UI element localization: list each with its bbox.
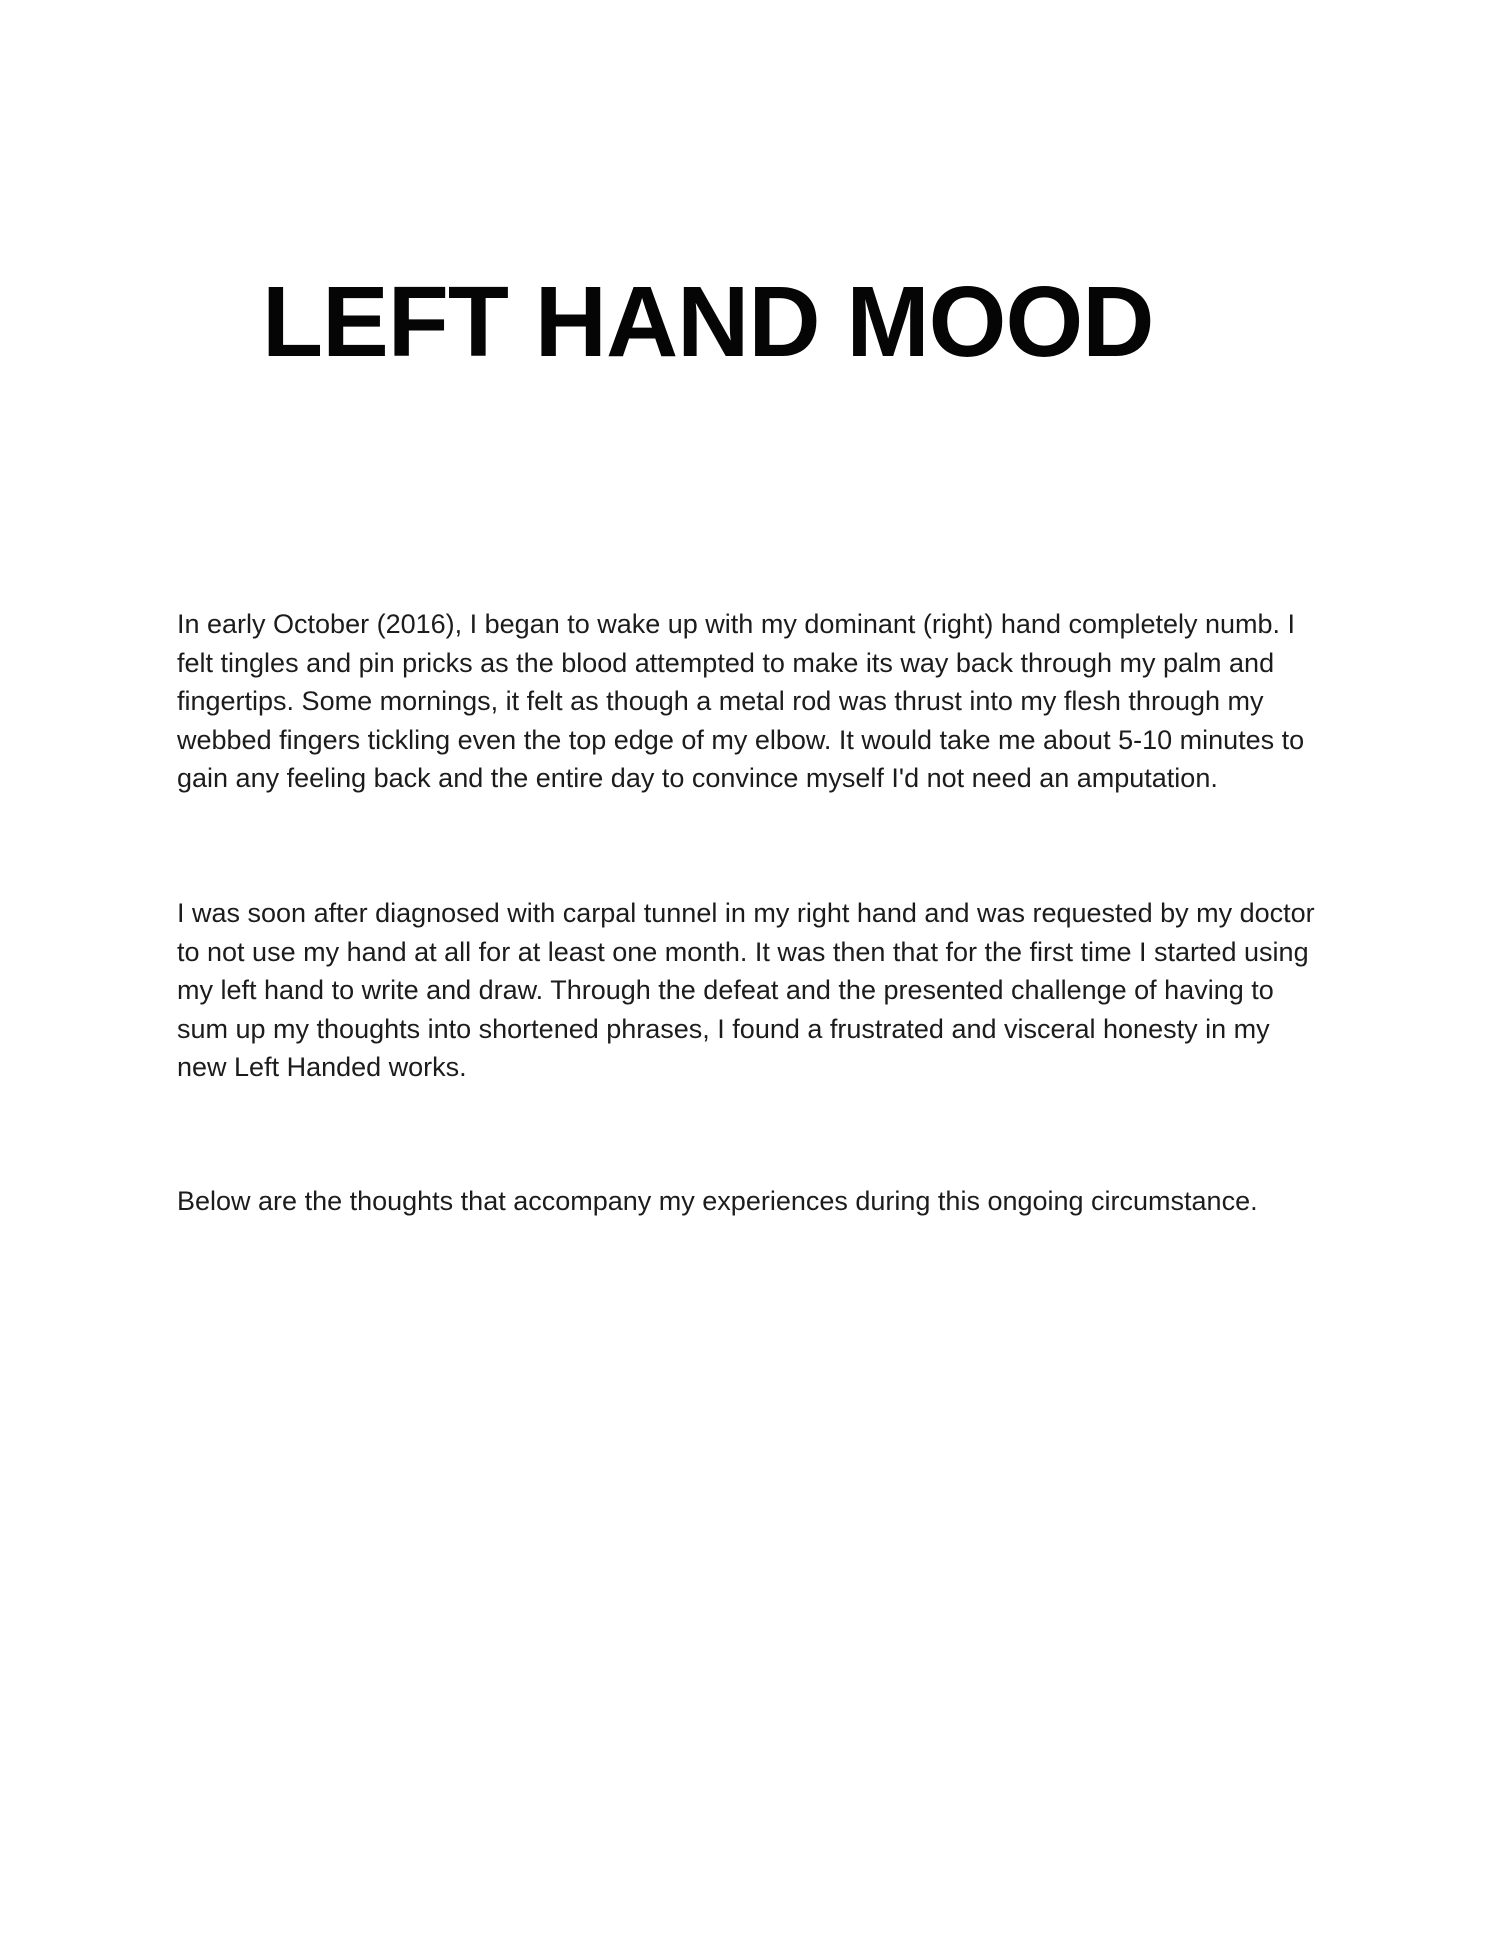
- page-title: LEFT HAND MOOD: [262, 266, 1154, 378]
- paragraph-intro: In early October (2016), I began to wake up with my dominant (right) hand completely numb. I felt tingles and pin pricks as the blood attempted to make its way back through my palm and fingertips. Some mornings, it felt as though a metal rod was thrust into my flesh through my webbed fingers tickling even the top edge of my elbow. It would take me about 5-10 minutes to gain any feeling back and the entire day to convince myself I'd not need an amputation.: [177, 609, 1305, 793]
- paragraph-diagnosis: I was soon after diagnosed with carpal tunnel in my right hand and was requested by my doctor to not use my hand at all for at least one month. It was then that for the first time I started using my left hand to write and draw. Through the defeat and the presented challenge of having to sum up my thoughts into shortened phrases, I found a frustrated and visceral honesty in my new Left Handed works.: [177, 898, 1315, 1082]
- paragraph-closing: Below are the thoughts that accompany my experiences during this ongoing circumstance.: [177, 1186, 1258, 1216]
